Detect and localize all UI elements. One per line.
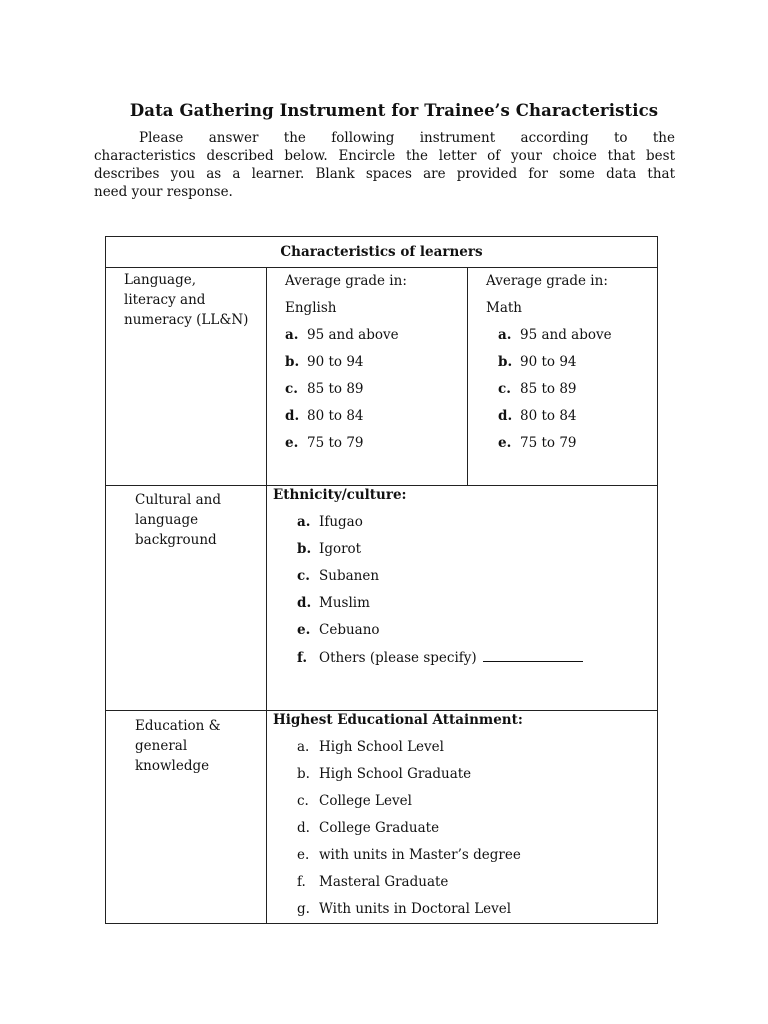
option-text: Cebuano bbox=[319, 622, 380, 638]
instructions-line: need your response. bbox=[94, 184, 233, 200]
document-title: Data Gathering Instrument for Trainee’s Characteristics bbox=[129, 101, 659, 120]
option-text: College Level bbox=[319, 793, 412, 809]
option-letter: g. bbox=[297, 901, 310, 917]
english-option-c[interactable] bbox=[285, 381, 364, 397]
row-label-llan bbox=[124, 270, 248, 330]
english-option-e[interactable] bbox=[285, 435, 364, 451]
instructions-paragraph bbox=[94, 129, 675, 201]
row-label-line: literacy and bbox=[124, 292, 206, 308]
math-heading: Average grade in: bbox=[486, 273, 608, 289]
row-label-line: general bbox=[135, 738, 188, 754]
option-letter: c. bbox=[297, 793, 309, 809]
row-label-cultural bbox=[135, 490, 221, 550]
characteristics-table bbox=[105, 236, 658, 924]
row-label-line: Education & bbox=[135, 718, 221, 734]
option-letter: c. bbox=[285, 381, 298, 397]
education-option-a[interactable] bbox=[297, 739, 444, 755]
table-header: Characteristics of learners bbox=[280, 244, 483, 260]
option-letter: e. bbox=[297, 622, 311, 638]
instructions-line: describes you as a learner. Blank spaces are provided for some data that bbox=[94, 166, 675, 182]
option-letter: d. bbox=[297, 820, 310, 836]
row-label-line: language bbox=[135, 512, 199, 528]
row-divider bbox=[106, 267, 657, 268]
option-letter: f. bbox=[297, 650, 308, 666]
education-heading: Highest Educational Attainment: bbox=[273, 712, 523, 728]
option-text: High School Graduate bbox=[319, 766, 472, 782]
english-heading: Average grade in: bbox=[285, 273, 407, 289]
column-divider bbox=[467, 267, 468, 485]
option-letter: e. bbox=[297, 847, 310, 863]
option-text: With units in Doctoral Level bbox=[319, 901, 512, 917]
education-option-b[interactable] bbox=[297, 766, 471, 782]
instructions-line: characteristics described below. Encircle the letter of your choice that best bbox=[94, 148, 675, 164]
option-text: Ifugao bbox=[319, 514, 363, 530]
option-text: 75 to 79 bbox=[520, 435, 577, 451]
option-text: High School Level bbox=[319, 739, 444, 755]
ethnicity-option-f[interactable] bbox=[297, 649, 583, 666]
row-label-line: background bbox=[135, 532, 217, 548]
option-letter: c. bbox=[297, 568, 310, 584]
option-letter: e. bbox=[498, 435, 512, 451]
education-option-d[interactable] bbox=[297, 820, 439, 836]
option-text: 90 to 94 bbox=[520, 354, 577, 370]
option-text: 80 to 84 bbox=[307, 408, 364, 424]
option-letter: e. bbox=[285, 435, 299, 451]
row-divider bbox=[106, 710, 657, 711]
education-option-g[interactable] bbox=[297, 901, 511, 917]
english-option-d[interactable] bbox=[285, 408, 364, 424]
ethnicity-option-a[interactable] bbox=[297, 514, 363, 530]
option-text: 75 to 79 bbox=[307, 435, 364, 451]
option-text: Igorot bbox=[319, 541, 362, 557]
education-option-f[interactable] bbox=[297, 874, 448, 890]
option-text: 85 to 89 bbox=[307, 381, 364, 397]
english-subject: English bbox=[285, 300, 337, 316]
option-letter: c. bbox=[498, 381, 511, 397]
option-text: 85 to 89 bbox=[520, 381, 577, 397]
option-text: College Graduate bbox=[319, 820, 440, 836]
option-letter: a. bbox=[297, 514, 311, 530]
row-divider bbox=[106, 485, 657, 486]
option-text: Others (please specify) bbox=[319, 650, 477, 666]
option-letter: d. bbox=[297, 595, 312, 611]
row-label-line: Language, bbox=[124, 272, 197, 288]
education-option-c[interactable] bbox=[297, 793, 412, 809]
math-option-a[interactable] bbox=[498, 327, 612, 343]
math-option-e[interactable] bbox=[498, 435, 577, 451]
education-option-e[interactable] bbox=[297, 847, 521, 863]
ethnicity-option-e[interactable] bbox=[297, 622, 380, 638]
option-text: with units in Master’s degree bbox=[319, 847, 521, 863]
ethnicity-option-c[interactable] bbox=[297, 568, 379, 584]
option-text: Masteral Graduate bbox=[319, 874, 449, 890]
option-letter: a. bbox=[498, 327, 512, 343]
option-text: Subanen bbox=[319, 568, 380, 584]
option-letter: b. bbox=[498, 354, 513, 370]
row-label-line: numeracy (LL&N) bbox=[124, 312, 249, 328]
row-label-line: knowledge bbox=[135, 758, 210, 774]
english-option-b[interactable] bbox=[285, 354, 364, 370]
math-subject: Math bbox=[486, 300, 522, 316]
ethnicity-heading: Ethnicity/culture: bbox=[273, 487, 407, 503]
option-text: 90 to 94 bbox=[307, 354, 364, 370]
option-letter: b. bbox=[297, 541, 312, 557]
option-letter: b. bbox=[285, 354, 300, 370]
option-text: 95 and above bbox=[520, 327, 612, 343]
math-option-d[interactable] bbox=[498, 408, 577, 424]
option-letter: a. bbox=[285, 327, 299, 343]
option-text: Muslim bbox=[319, 595, 370, 611]
math-option-c[interactable] bbox=[498, 381, 577, 397]
column-divider bbox=[266, 267, 267, 923]
instructions-line: Please answer the following instrument according to the bbox=[139, 130, 675, 146]
math-option-b[interactable] bbox=[498, 354, 577, 370]
option-letter: a. bbox=[297, 739, 310, 755]
ethnicity-option-b[interactable] bbox=[297, 541, 361, 557]
row-label-line: Cultural and bbox=[135, 492, 221, 508]
option-text: 80 to 84 bbox=[520, 408, 577, 424]
option-letter: d. bbox=[285, 408, 300, 424]
option-letter: b. bbox=[297, 766, 310, 782]
others-specify-field[interactable] bbox=[483, 649, 583, 662]
row-label-education bbox=[135, 716, 221, 776]
ethnicity-option-d[interactable] bbox=[297, 595, 370, 611]
option-text: 95 and above bbox=[307, 327, 399, 343]
option-letter: f. bbox=[297, 874, 306, 890]
option-letter: d. bbox=[498, 408, 513, 424]
english-option-a[interactable] bbox=[285, 327, 399, 343]
